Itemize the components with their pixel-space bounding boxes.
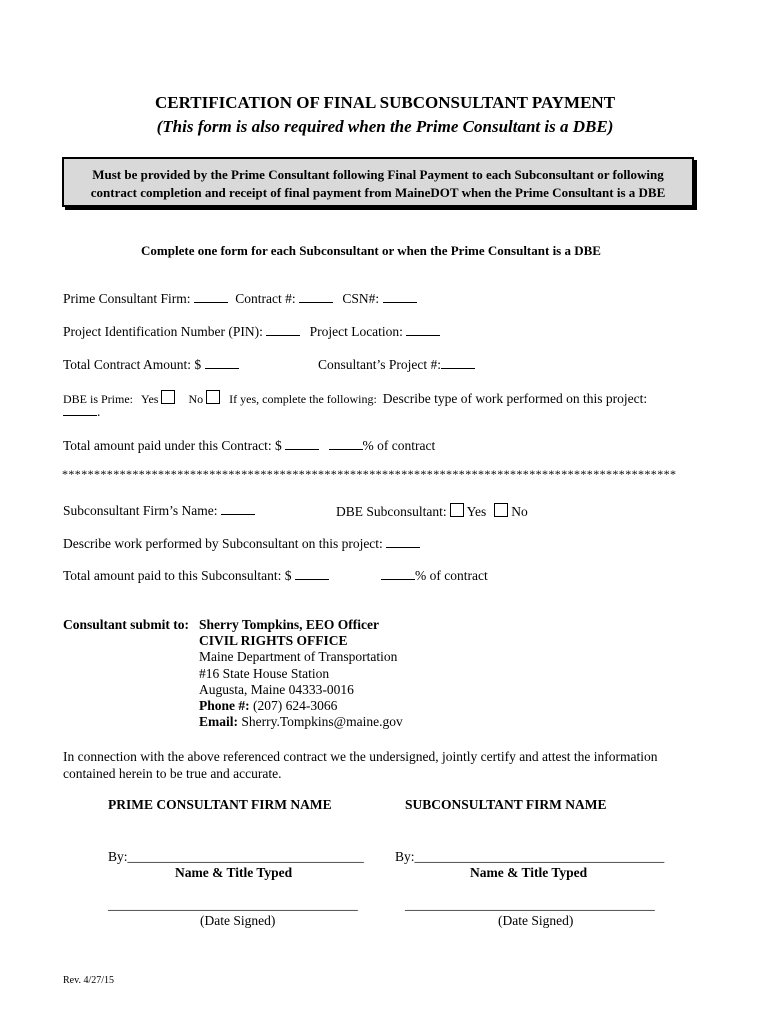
total-paid-field[interactable] [285, 438, 319, 450]
csn-field[interactable] [383, 291, 417, 303]
pin-row [63, 324, 440, 340]
instruction-text: Complete one form for each Subconsultant or when the Prime Consultant is a DBE [141, 243, 601, 258]
location-label: Project Location: [309, 324, 403, 339]
dbe-sub-row [336, 503, 528, 520]
describe-type-field[interactable] [63, 404, 97, 416]
sub-firm-row [63, 503, 255, 519]
describe-type-period: . [97, 404, 101, 419]
prime-firm-row [63, 291, 417, 307]
describe-sub-row [63, 536, 420, 552]
total-amount-field[interactable] [205, 357, 239, 369]
dbe-prime-no-label: No [188, 392, 204, 406]
submit-email-line [199, 714, 403, 730]
percent-sub-label: % of contract [415, 568, 488, 583]
prime-by-line[interactable]: By:___________________________________ [108, 849, 364, 864]
submit-phone-line [199, 698, 403, 714]
total-amount-label: Total Contract Amount: $ [63, 357, 202, 372]
dbe-prime-yes-label: Yes [141, 392, 159, 406]
attestation-line-2: contained herein to be true and accurate. [63, 765, 282, 781]
submit-dept: Maine Department of Transportation [199, 649, 398, 665]
sub-firm-field[interactable] [221, 503, 255, 515]
prime-firm-field[interactable] [194, 291, 228, 303]
prime-firm-label: Prime Consultant Firm: [63, 291, 191, 306]
percent-contract-label: % of contract [362, 438, 436, 453]
csn-label: CSN#: [342, 291, 380, 306]
total-amount-row [63, 357, 239, 373]
dbe-prime-no-checkbox[interactable] [206, 390, 220, 404]
revision-date: Rev. 4/27/15 [63, 975, 115, 986]
dbe-sub-yes-checkbox[interactable] [450, 503, 464, 517]
sub-firm-heading: SUBCONSULTANT FIRM NAME [405, 797, 607, 812]
total-paid-sub-label: Total amount paid to this Subconsultant: $ [63, 568, 292, 583]
dbe-sub-label: DBE Subconsultant: [336, 504, 447, 519]
sub-date-signed-label: (Date Signed) [498, 913, 574, 928]
email-address[interactable]: Sherry.Tompkins@maine.gov [238, 714, 403, 730]
submit-name: Sherry Tompkins, EEO Officer [199, 617, 380, 632]
submit-street: #16 State House Station [199, 665, 330, 681]
if-yes-label: If yes, complete the following: [229, 392, 377, 406]
dbe-sub-no-checkbox[interactable] [494, 503, 508, 517]
submit-office: CIVIL RIGHTS OFFICE [199, 633, 348, 649]
submit-label: Consultant submit to: [63, 617, 190, 632]
total-paid-sub-field[interactable] [295, 568, 329, 580]
percent-sub-row [381, 568, 488, 584]
dbe-sub-no-label: No [511, 504, 528, 519]
percent-field[interactable] [329, 438, 363, 450]
sub-name-title-label: Name & Title Typed [470, 865, 588, 880]
consultant-project-row [318, 357, 475, 373]
submit-city: Augusta, Maine 04333-0016 [199, 681, 354, 697]
attestation-text [63, 749, 658, 782]
total-paid-label: Total amount paid under this Contract: $ [63, 438, 282, 453]
sub-date-line[interactable]: _____________________________________ [405, 897, 655, 912]
contract-no-label: Contract #: [235, 291, 296, 306]
describe-sub-field[interactable] [386, 536, 420, 548]
describe-sub-label: Describe work performed by Subconsultant on this project: [63, 536, 383, 551]
describe-type-label: Describe type of work performed on this project: [382, 391, 648, 406]
dbe-prime-label: DBE is Prime: [63, 392, 134, 406]
phone-number: (207) 624-3066 [249, 698, 338, 714]
sub-firm-label: Subconsultant Firm’s Name: [63, 503, 218, 518]
percent-sub-field[interactable] [381, 568, 415, 580]
total-paid-sub-row [63, 568, 329, 584]
notice-line-2: contract completion and receipt of final payment from MaineDOT when the Prime Consultant is a DBE [90, 185, 666, 200]
dbe-prime-row [63, 390, 647, 408]
submit-address-block [199, 617, 403, 730]
pin-label: Project Identification Number (PIN): [63, 324, 263, 339]
contract-no-field[interactable] [299, 291, 333, 303]
prime-date-signed-label: (Date Signed) [200, 913, 276, 928]
location-field[interactable] [406, 324, 440, 336]
prime-firm-heading: PRIME CONSULTANT FIRM NAME [108, 797, 332, 812]
describe-type-answer-row [63, 404, 100, 420]
sub-by-line[interactable]: By:_____________________________________ [395, 849, 665, 864]
consultant-project-label: Consultant’s Project #: [318, 357, 441, 372]
email-label: Email: [199, 714, 238, 730]
prime-name-title-label: Name & Title Typed [175, 865, 293, 880]
phone-label: Phone #: [199, 698, 250, 714]
separator-stars: ************************************************************************************************ [62, 467, 677, 481]
total-paid-row [63, 438, 435, 454]
prime-date-line[interactable]: _____________________________________ [108, 897, 358, 912]
attestation-line-1: In connection with the above referenced contract we the undersigned, jointly certify and attest the information [63, 749, 658, 764]
consultant-project-field[interactable] [441, 357, 475, 369]
form-subtitle: (This form is also required when the Prime Consultant is a DBE) [156, 117, 614, 136]
notice-box [62, 157, 694, 207]
form-title: CERTIFICATION OF FINAL SUBCONSULTANT PAYMENT [154, 93, 616, 112]
notice-line-1: Must be provided by the Prime Consultant following Final Payment to each Subconsultant or following [92, 167, 664, 182]
pin-field[interactable] [266, 324, 300, 336]
dbe-prime-yes-checkbox[interactable] [161, 390, 175, 404]
dbe-sub-yes-label: Yes [466, 504, 487, 519]
